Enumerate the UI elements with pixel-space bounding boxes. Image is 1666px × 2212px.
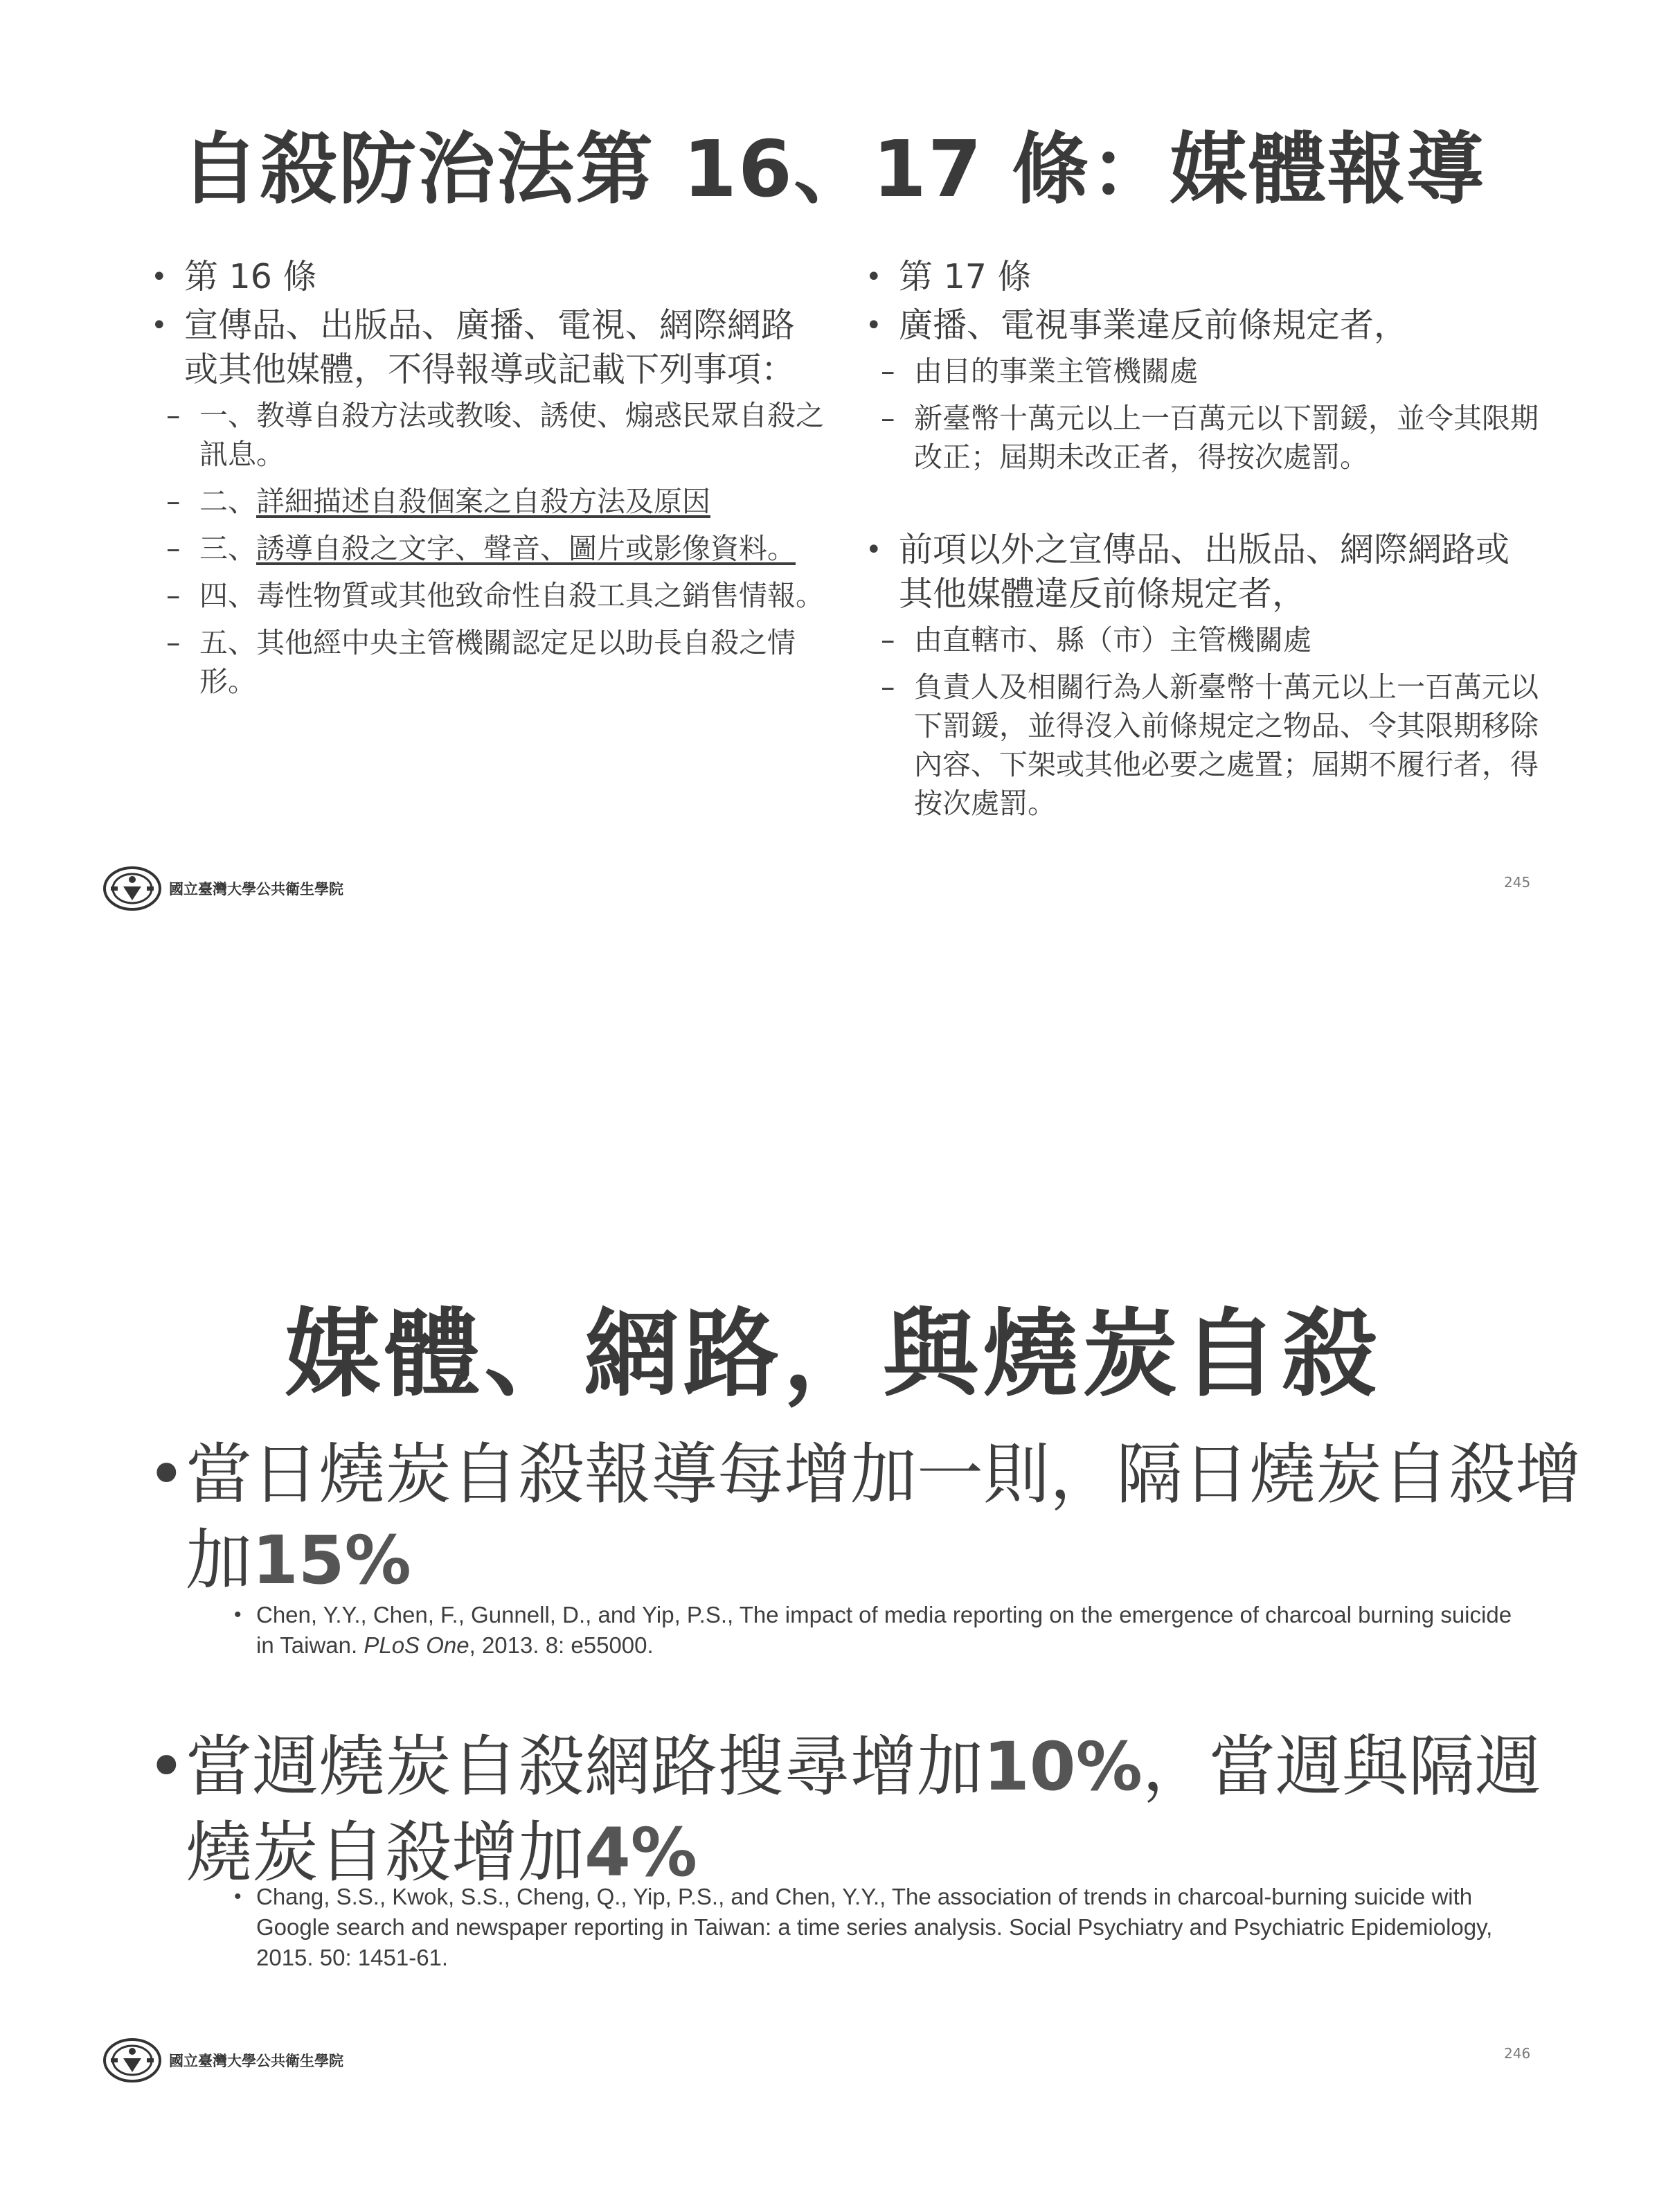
footer-institution: 國立臺灣大學公共衛生學院 [169, 880, 343, 898]
list-item: – 四、毒性物質或其他致命性自殺工具之銷售情報。 [147, 576, 825, 615]
reference-2: • Chang, S.S., Kwok, S.S., Cheng, Q., Yip, P.S., and Chen, Y.Y., The association of trends in charcoal-burning suicide with Google search and newspaper reporting in Taiwan: a time series analysis. Social Psychiatry and Psychiatric Epidemiology, 2015. 50: 1451-61. [234, 1884, 1493, 1970]
article-17-point-2: • 前項以外之宣傳品、出版品、網際網路或其他媒體違反前條規定者， [861, 528, 1540, 616]
finding-1: • 當日燒炭自殺報導每增加一則，隔日燒炭自殺增加15% [147, 1436, 1582, 1599]
list-item: – 一、教導自殺方法或教唆、誘使、煽惑民眾自殺之訊息。 [147, 396, 825, 474]
list-item: – 由目的事業主管機關處 [861, 352, 1540, 391]
list-item: – 新臺幣十萬元以上一百萬元以下罰鍰，並令其限期改正；屆期未改正者，得按次處罰。 [861, 399, 1540, 476]
article-16-column [147, 255, 825, 709]
reference-1: • Chen, Y.Y., Chen, F., Gunnell, D., and Yip, P.S., The impact of media reporting on the emergence of charcoal burning suicide in Taiwan. PLoS One, 2013. 8: e55000. [234, 1602, 1512, 1658]
list-item: – 負責人及相關行為人新臺幣十萬元以上一百萬元以下罰鍰，並得沒入前條規定之物品、令其限期移除內容、下架或其他必要之處置；屆期不履行者，得按次處罰。 [861, 668, 1540, 823]
article-17-point-1: • 廣播、電視事業違反前條規定者， [861, 303, 1540, 348]
article-17-heading: • 第 17 條 [861, 255, 1540, 299]
list-item: – 三、誘導自殺之文字、聲音、圖片或影像資料。 [147, 529, 825, 568]
university-seal-icon [102, 2037, 162, 2083]
footer-logo [102, 2037, 343, 2083]
article-16-intro: • 宣傳品、出版品、廣播、電視、網際網路或其他媒體，不得報導或記載下列事項： [147, 303, 825, 392]
slide-246 [0, 1106, 1666, 2212]
list-item: – 二、詳細描述自殺個案之自殺方法及原因 [147, 482, 825, 521]
slide-title: 自殺防治法第 16、17 條：媒體報導 [181, 125, 1485, 215]
article-16-heading: • 第 16 條 [147, 255, 825, 299]
finding-2: • 當週燒炭自殺網路搜尋增加10%，當週與隔週燒炭自殺增加4% [147, 1728, 1541, 1891]
footer-logo [102, 866, 343, 911]
list-item: – 五、其他經中央主管機關認定足以助長自殺之情形。 [147, 623, 825, 701]
page-number: 246 [1504, 2045, 1531, 2062]
page-number: 245 [1504, 874, 1531, 891]
university-seal-icon [102, 866, 162, 911]
article-17-column [861, 255, 1540, 831]
list-item: – 由直轄市、縣（市）主管機關處 [861, 621, 1540, 659]
footer-institution: 國立臺灣大學公共衛生學院 [169, 2052, 343, 2069]
slide-title: 媒體、網路，與燒炭自殺 [284, 1299, 1381, 1410]
